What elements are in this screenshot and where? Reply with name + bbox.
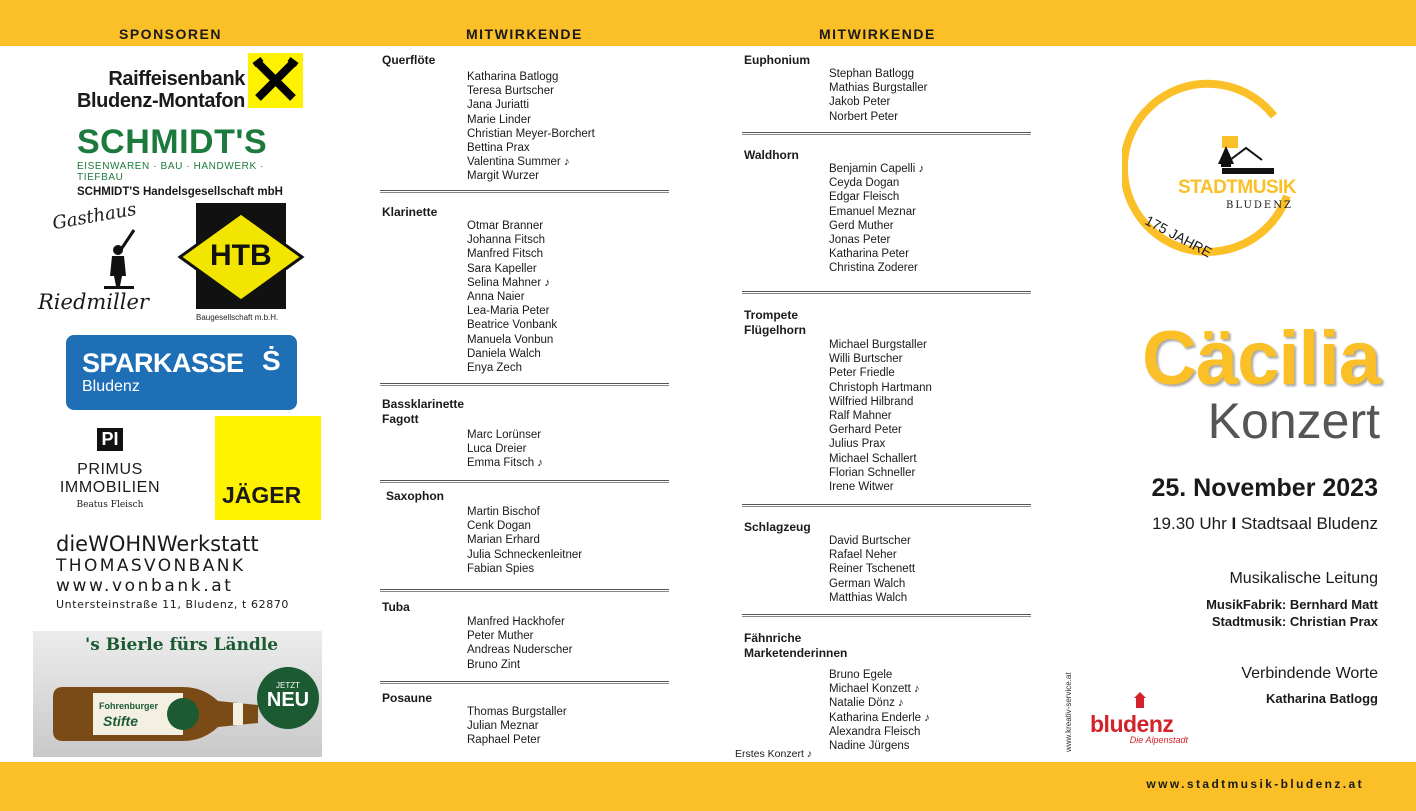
stadtmusik-emblem [1122, 76, 1302, 261]
member-name: Jonas Peter [829, 234, 891, 247]
member-name: Raphael Peter [467, 734, 541, 747]
member-name: Reiner Tschenett [829, 563, 916, 576]
member-name: Irene Witwer [829, 481, 894, 494]
member-name: Selina Mahner ♪ [467, 276, 551, 289]
member-name: Nadine Jürgens [829, 740, 910, 753]
member-name: Gerd Muther [829, 219, 894, 232]
member-list [467, 705, 567, 748]
sparkasse-s-icon: Ṡ [262, 345, 281, 376]
section-title [744, 308, 806, 338]
bierle-title: 's Bierle fürs Ländle [85, 635, 279, 655]
worte-label: Verbindende Worte [1241, 665, 1378, 682]
member-name: Mathias Burgstaller [829, 82, 928, 95]
member-name: Stephan Batlogg [829, 68, 915, 80]
raiffeisen-line2: Bludenz-Montafon [76, 90, 245, 112]
section-title [382, 53, 435, 68]
member-name: Margit Wurzer [467, 170, 539, 183]
member-name: Jakob Peter [829, 96, 891, 109]
member-name: Katharina Enderle ♪ [829, 711, 931, 724]
member-name: Katharina Peter [829, 248, 909, 261]
section-title-line: Fähnriche [744, 631, 802, 645]
member-name: Christian Meyer-Borchert [467, 127, 595, 140]
section-title-line: Klarinette [382, 205, 438, 219]
section-title [744, 520, 811, 535]
member-list [829, 67, 927, 124]
bludenz-building-icon [1090, 692, 1190, 708]
member-name: Rafael Neher [829, 549, 897, 562]
member-name: Julia Schneckenleitner [467, 548, 583, 561]
member-name: Emanuel Meznar [829, 205, 916, 218]
mitwirkende-heading-2: MITWIRKENDE [819, 26, 936, 42]
htb-sub: Baugesellschaft m.b.H. [196, 313, 279, 322]
wohnwerkstatt-line3: www.vonbank.at [56, 576, 234, 596]
leitung-names [1206, 596, 1378, 630]
raiffeisen-logo [55, 68, 245, 112]
raiffeisen-gable-icon [248, 53, 303, 108]
member-name: Ralf Mahner [829, 410, 892, 423]
section-title [382, 691, 432, 706]
jaeger-logo [215, 416, 321, 520]
section-divider [380, 190, 669, 193]
gasthaus-logo [38, 200, 158, 320]
neu-badge [257, 667, 319, 729]
member-name: Anna Naier [467, 291, 525, 304]
section-title-line: Saxophon [386, 489, 445, 503]
member-name: Peter Friedle [829, 367, 895, 380]
gasthaus-line1: Gasthaus [50, 198, 138, 235]
primus-name: PRIMUS IMMOBILIEN [59, 461, 161, 496]
figure-icon [96, 228, 146, 290]
member-name: Matthias Walch [829, 591, 908, 604]
member-name: Beatrice Vonbank [467, 319, 558, 332]
section-title-line: Marketenderinnen [744, 646, 848, 660]
gasthaus-line2: Riedmiller [38, 290, 149, 314]
member-name: Marc Lorünser [467, 429, 542, 441]
event-time: 19.30 Uhr [1152, 514, 1227, 533]
section-divider [380, 383, 669, 386]
separator: I [1231, 514, 1241, 533]
member-name: Manfred Fitsch [467, 248, 544, 261]
primus-logo [30, 428, 190, 510]
member-name: Jana Juriatti [467, 99, 530, 112]
section-title [744, 53, 810, 68]
member-name: Sara Kapeller [467, 262, 537, 275]
wohnwerkstatt-logo [56, 532, 306, 611]
member-list [467, 219, 557, 375]
section-title-line: Euphonium [744, 53, 810, 67]
section-title [744, 148, 799, 163]
member-name: Florian Schneller [829, 466, 916, 479]
mitwirkende-heading-1: MITWIRKENDE [466, 26, 583, 42]
member-name: Julius Prax [829, 438, 886, 451]
member-name: Natalie Dönz ♪ [829, 697, 904, 710]
member-name: Marie Linder [467, 113, 531, 126]
member-list [829, 534, 915, 605]
member-name: Norbert Peter [829, 110, 899, 123]
member-name: Ceyda Dogan [829, 177, 900, 190]
wohnwerkstatt-line2: THOMASVONBANK [56, 556, 246, 576]
member-name: Martin Bischof [467, 506, 540, 518]
emblem-city: BLUDENZ [1226, 200, 1293, 211]
section-title-line: Schlagzeug [744, 520, 811, 534]
member-name: Michael Konzett ♪ [829, 683, 920, 696]
website: www.stadtmusik-bludenz.at [1146, 777, 1364, 791]
leitung-2: Stadtmusik: Christian Prax [1211, 614, 1378, 629]
section-title-line: Flügelhorn [744, 323, 806, 337]
event-venue: Stadtsaal Bludenz [1240, 514, 1378, 533]
sponsoren-heading: SPONSOREN [119, 26, 222, 42]
neu-badge-big: NEU [266, 689, 310, 711]
section-title [382, 600, 410, 615]
event-title-1: Cäcilia [1141, 316, 1380, 401]
wohnwerkstatt-line1: dieWOHNWerkstatt [56, 532, 259, 556]
section-divider [742, 132, 1031, 135]
primus-mark: PI [97, 428, 122, 451]
member-name: German Walch [829, 577, 906, 590]
member-list [467, 70, 595, 184]
member-list [829, 668, 930, 753]
member-name: Christina Zoderer [829, 262, 918, 275]
emblem-years: 175 JAHRE [1142, 212, 1215, 261]
section-divider [380, 589, 669, 592]
member-name: Manuela Vonbun [467, 333, 554, 346]
member-list [829, 162, 924, 276]
sparkasse-name: SPARKASSE [82, 348, 244, 378]
jaeger-name: JÄGER [222, 482, 302, 508]
member-name: Michael Schallert [829, 452, 917, 465]
section-divider [742, 614, 1031, 617]
section-title-line: Bassklarinette [382, 397, 465, 411]
member-name: Manfred Hackhofer [467, 616, 565, 628]
bludenz-name: bludenz [1090, 711, 1174, 737]
member-list [467, 505, 582, 576]
neu-badge-small: JETZT [276, 681, 300, 690]
member-name: Gerhard Peter [829, 424, 902, 437]
section-divider [380, 681, 669, 684]
schmidts-name: SCHMIDT'S [77, 123, 268, 161]
bierle-bottle-1: Fohrenburger [99, 701, 159, 711]
member-name: Benjamin Capelli ♪ [829, 163, 925, 175]
section-title-line: Posaune [382, 691, 433, 705]
event-title [1141, 316, 1380, 449]
bierle-ad [33, 631, 322, 757]
wohnwerkstatt-line4: Untersteinstraße 11, Bludenz, t 62870 [56, 598, 290, 611]
member-name: Johanna Fitsch [467, 234, 545, 247]
worte-name: Katharina Batlogg [1266, 691, 1378, 706]
member-name: Edgar Fleisch [829, 191, 900, 204]
member-name: Bettina Prax [467, 142, 530, 155]
member-list [467, 615, 572, 672]
section-title-line: Tuba [382, 600, 410, 614]
member-name: Teresa Burtscher [467, 85, 554, 98]
emblem-name: STADTMUSIK [1178, 177, 1297, 198]
member-name: Willi Burtscher [829, 353, 903, 366]
section-title-line: Trompete [744, 308, 799, 322]
member-name: David Burtscher [829, 535, 911, 547]
member-name: Daniela Walch [467, 347, 541, 360]
member-name: Marian Erhard [467, 534, 540, 547]
event-title-2: Konzert [1207, 393, 1380, 449]
schmidts-sub: EISENWAREN · BAU · HANDWERK · TIEFBAU [77, 161, 265, 183]
schmidts-logo [77, 124, 297, 198]
section-title [382, 397, 464, 427]
bludenz-sub: Die Alpenstadt [1129, 735, 1188, 745]
member-name: Cenk Dogan [467, 520, 531, 533]
member-name: Thomas Burgstaller [467, 706, 567, 718]
member-name: Michael Burgstaller [829, 339, 927, 351]
section-divider [742, 504, 1031, 507]
member-name: Christoph Hartmann [829, 381, 932, 394]
section-title [386, 489, 444, 504]
schmidts-company: SCHMIDT'S Handelsgesellschaft mbH [77, 186, 283, 198]
section-title [744, 631, 847, 661]
member-name: Enya Zech [467, 362, 522, 375]
member-name: Otmar Branner [467, 220, 544, 232]
section-title [382, 205, 437, 220]
member-name: Luca Dreier [467, 443, 527, 456]
section-title-line: Fagott [382, 412, 419, 426]
bludenz-logo [1090, 692, 1190, 745]
bierle-bottle-2: Stifte [103, 713, 138, 729]
member-name: Bruno Zint [467, 658, 521, 671]
section-divider [380, 480, 669, 483]
event-time-venue [1152, 514, 1378, 534]
member-name: Katharina Batlogg [467, 71, 559, 83]
section-title-line: Waldhorn [744, 148, 799, 162]
member-name: Valentina Summer ♪ [467, 156, 570, 169]
member-name: Andreas Nuderscher [467, 644, 573, 657]
event-date: 25. November 2023 [1151, 474, 1378, 502]
leitung-label: Musikalische Leitung [1229, 570, 1378, 587]
section-title-line: Querflöte [382, 53, 436, 67]
member-name: Julian Meznar [467, 720, 539, 733]
member-name: Alexandra Fleisch [829, 725, 921, 738]
sparkasse-sub: Bludenz [82, 378, 140, 395]
credit: www.kreativ-service.at [1064, 672, 1073, 752]
raiffeisen-line1: Raiffeisenbank [108, 68, 245, 90]
member-name: Lea-Maria Peter [467, 305, 550, 318]
htb-logo [174, 203, 309, 322]
footnote: Erstes Konzert ♪ [735, 748, 813, 760]
sparkasse-logo [66, 335, 297, 410]
member-name: Peter Muther [467, 630, 534, 643]
member-list [829, 338, 932, 494]
leitung-1: MusikFabrik: Bernhard Matt [1206, 597, 1378, 612]
htb-name: HTB [210, 239, 272, 272]
member-name: Fabian Spies [467, 562, 535, 575]
section-divider [742, 291, 1031, 294]
member-name: Wilfried Hilbrand [829, 395, 914, 408]
member-list [467, 428, 543, 471]
member-name: Bruno Egele [829, 669, 893, 681]
bottle-icon [33, 679, 263, 749]
member-name: Emma Fitsch ♪ [467, 457, 544, 470]
primus-sub: Beatus Fleisch [76, 500, 144, 510]
